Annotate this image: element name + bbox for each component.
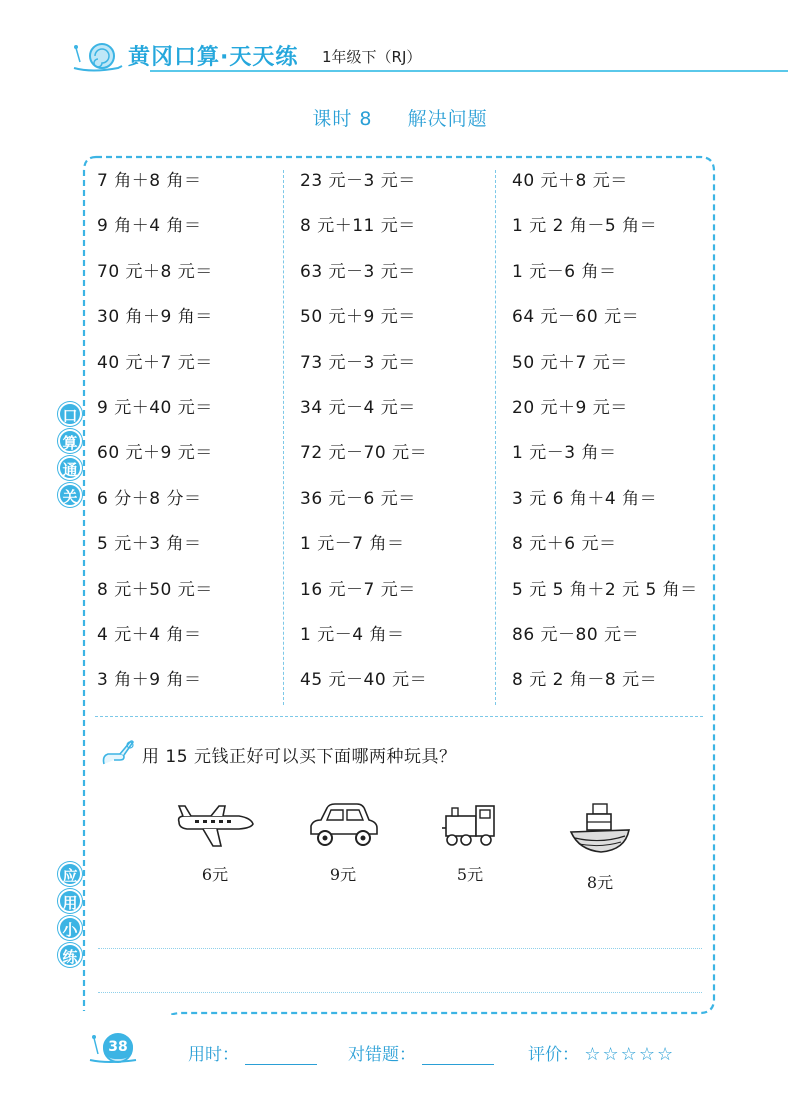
header-divider — [150, 70, 788, 72]
toy-car — [298, 800, 388, 885]
exercise-item: 23 元－3 元＝ — [300, 171, 416, 191]
exercise-item: 8 元＋50 元＝ — [97, 579, 213, 600]
exercise-item: 64 元－60 元＝ — [512, 307, 640, 328]
pointing-hand-icon — [100, 738, 136, 768]
section-divider — [95, 716, 703, 717]
exercise-item: 86 元－80 元＝ — [512, 624, 640, 645]
exercise-item: 5 元 5 角＋2 元 5 角＝ — [512, 579, 698, 600]
toy-price: 6元 — [201, 865, 229, 884]
toy-airplane — [170, 800, 260, 885]
exercise-item: 1 元 2 角－5 角＝ — [512, 216, 658, 237]
train-icon — [438, 800, 502, 850]
exercise-item: 60 元＋9 元＝ — [97, 443, 213, 464]
exercise-item: 1 元－4 角＝ — [300, 624, 405, 645]
exercise-item: 1 元－3 角＝ — [512, 443, 617, 464]
lesson-name: 解决问题 — [407, 108, 488, 130]
time-blank[interactable] — [245, 1049, 317, 1065]
page-number: 38 — [103, 1035, 133, 1059]
exercise-item: 8 元＋6 元＝ — [512, 534, 617, 555]
exercise-item: 40 元＋7 元＝ — [97, 352, 213, 373]
answer-line — [98, 948, 702, 949]
answer-line — [98, 992, 702, 993]
exercise-item: 5 元＋3 角＝ — [97, 534, 202, 555]
exercise-item: 34 元－4 元＝ — [300, 397, 416, 418]
exercise-item: 8 元 2 角－8 元＝ — [512, 670, 658, 691]
exercise-item: 72 元－70 元＝ — [300, 443, 428, 464]
exercise-item: 6 分＋8 分＝ — [97, 488, 202, 509]
exercise-item: 45 元－40 元＝ — [300, 670, 428, 691]
rating-field — [528, 1040, 675, 1065]
toy-price: 9元 — [329, 865, 357, 884]
exercise-grid — [97, 168, 702, 708]
exercise-item: 9 角＋4 角＝ — [97, 216, 202, 237]
application-question: 用 15 元钱正好可以买下面哪两种玩具？ — [142, 747, 457, 767]
toy-price: 5元 — [456, 865, 484, 884]
exercise-column-3 — [512, 168, 712, 713]
brand-title: 黄冈口算·天天练 — [128, 45, 299, 70]
exercise-item: 3 元 6 角＋4 角＝ — [512, 488, 658, 509]
side-char: 关 — [58, 483, 82, 507]
snail-logo-icon — [72, 40, 128, 74]
exercise-item: 9 元＋40 元＝ — [97, 397, 213, 418]
side-char: 练 — [58, 943, 82, 967]
exercise-item: 1 元－6 角＝ — [512, 261, 617, 282]
grade-label: 1年级下（RJ） — [322, 48, 422, 66]
boat-icon — [567, 800, 633, 858]
exercise-item: 70 元＋8 元＝ — [97, 261, 213, 282]
exercise-item: 50 元＋7 元＝ — [512, 352, 628, 373]
exercise-item: 50 元＋9 元＝ — [300, 307, 416, 328]
side-char: 算 — [58, 429, 82, 453]
toy-price: 8元 — [586, 873, 614, 892]
side-char: 通 — [58, 456, 82, 480]
exercise-item: 8 元＋11 元＝ — [300, 216, 416, 237]
car-icon — [305, 800, 381, 850]
correct-blank[interactable] — [422, 1049, 494, 1065]
exercise-column-2 — [300, 168, 500, 713]
exercise-item: 63 元－3 元＝ — [300, 261, 416, 282]
time-label: 用时： — [188, 1045, 239, 1065]
exercise-item: 1 元－7 角＝ — [300, 534, 405, 555]
exercise-item: 4 元＋4 角＝ — [97, 624, 202, 645]
rating-stars[interactable]: ☆☆☆☆☆ — [584, 1044, 676, 1065]
exercise-item: 73 元－3 元＝ — [300, 352, 416, 373]
exercise-item: 16 元－7 元＝ — [300, 579, 416, 600]
exercise-item: 30 角＋9 角＝ — [97, 307, 213, 328]
toy-train — [425, 800, 515, 885]
side-char: 应 — [58, 862, 82, 886]
lesson-number: 课时 8 — [312, 108, 373, 130]
side-label-oral — [58, 402, 84, 510]
exercise-item: 20 元＋9 元＝ — [512, 397, 628, 418]
exercise-item: 3 角＋9 角＝ — [97, 670, 202, 691]
correct-label: 对错题： — [348, 1045, 416, 1065]
exercise-item: 40 元＋8 元＝ — [512, 171, 628, 191]
lesson-title — [0, 104, 800, 131]
side-char: 用 — [58, 889, 82, 913]
rating-label: 评价： — [528, 1045, 579, 1065]
exercise-item: 36 元－6 元＝ — [300, 488, 416, 509]
exercise-column-1 — [97, 168, 297, 713]
exercise-item: 7 角＋8 角＝ — [97, 171, 202, 191]
side-label-application — [58, 862, 84, 970]
toy-boat — [555, 800, 645, 893]
time-field — [188, 1040, 317, 1065]
airplane-icon — [173, 800, 257, 850]
page-header — [0, 0, 800, 80]
side-char: 小 — [58, 916, 82, 940]
correct-field — [348, 1040, 494, 1065]
side-char: 口 — [58, 402, 82, 426]
